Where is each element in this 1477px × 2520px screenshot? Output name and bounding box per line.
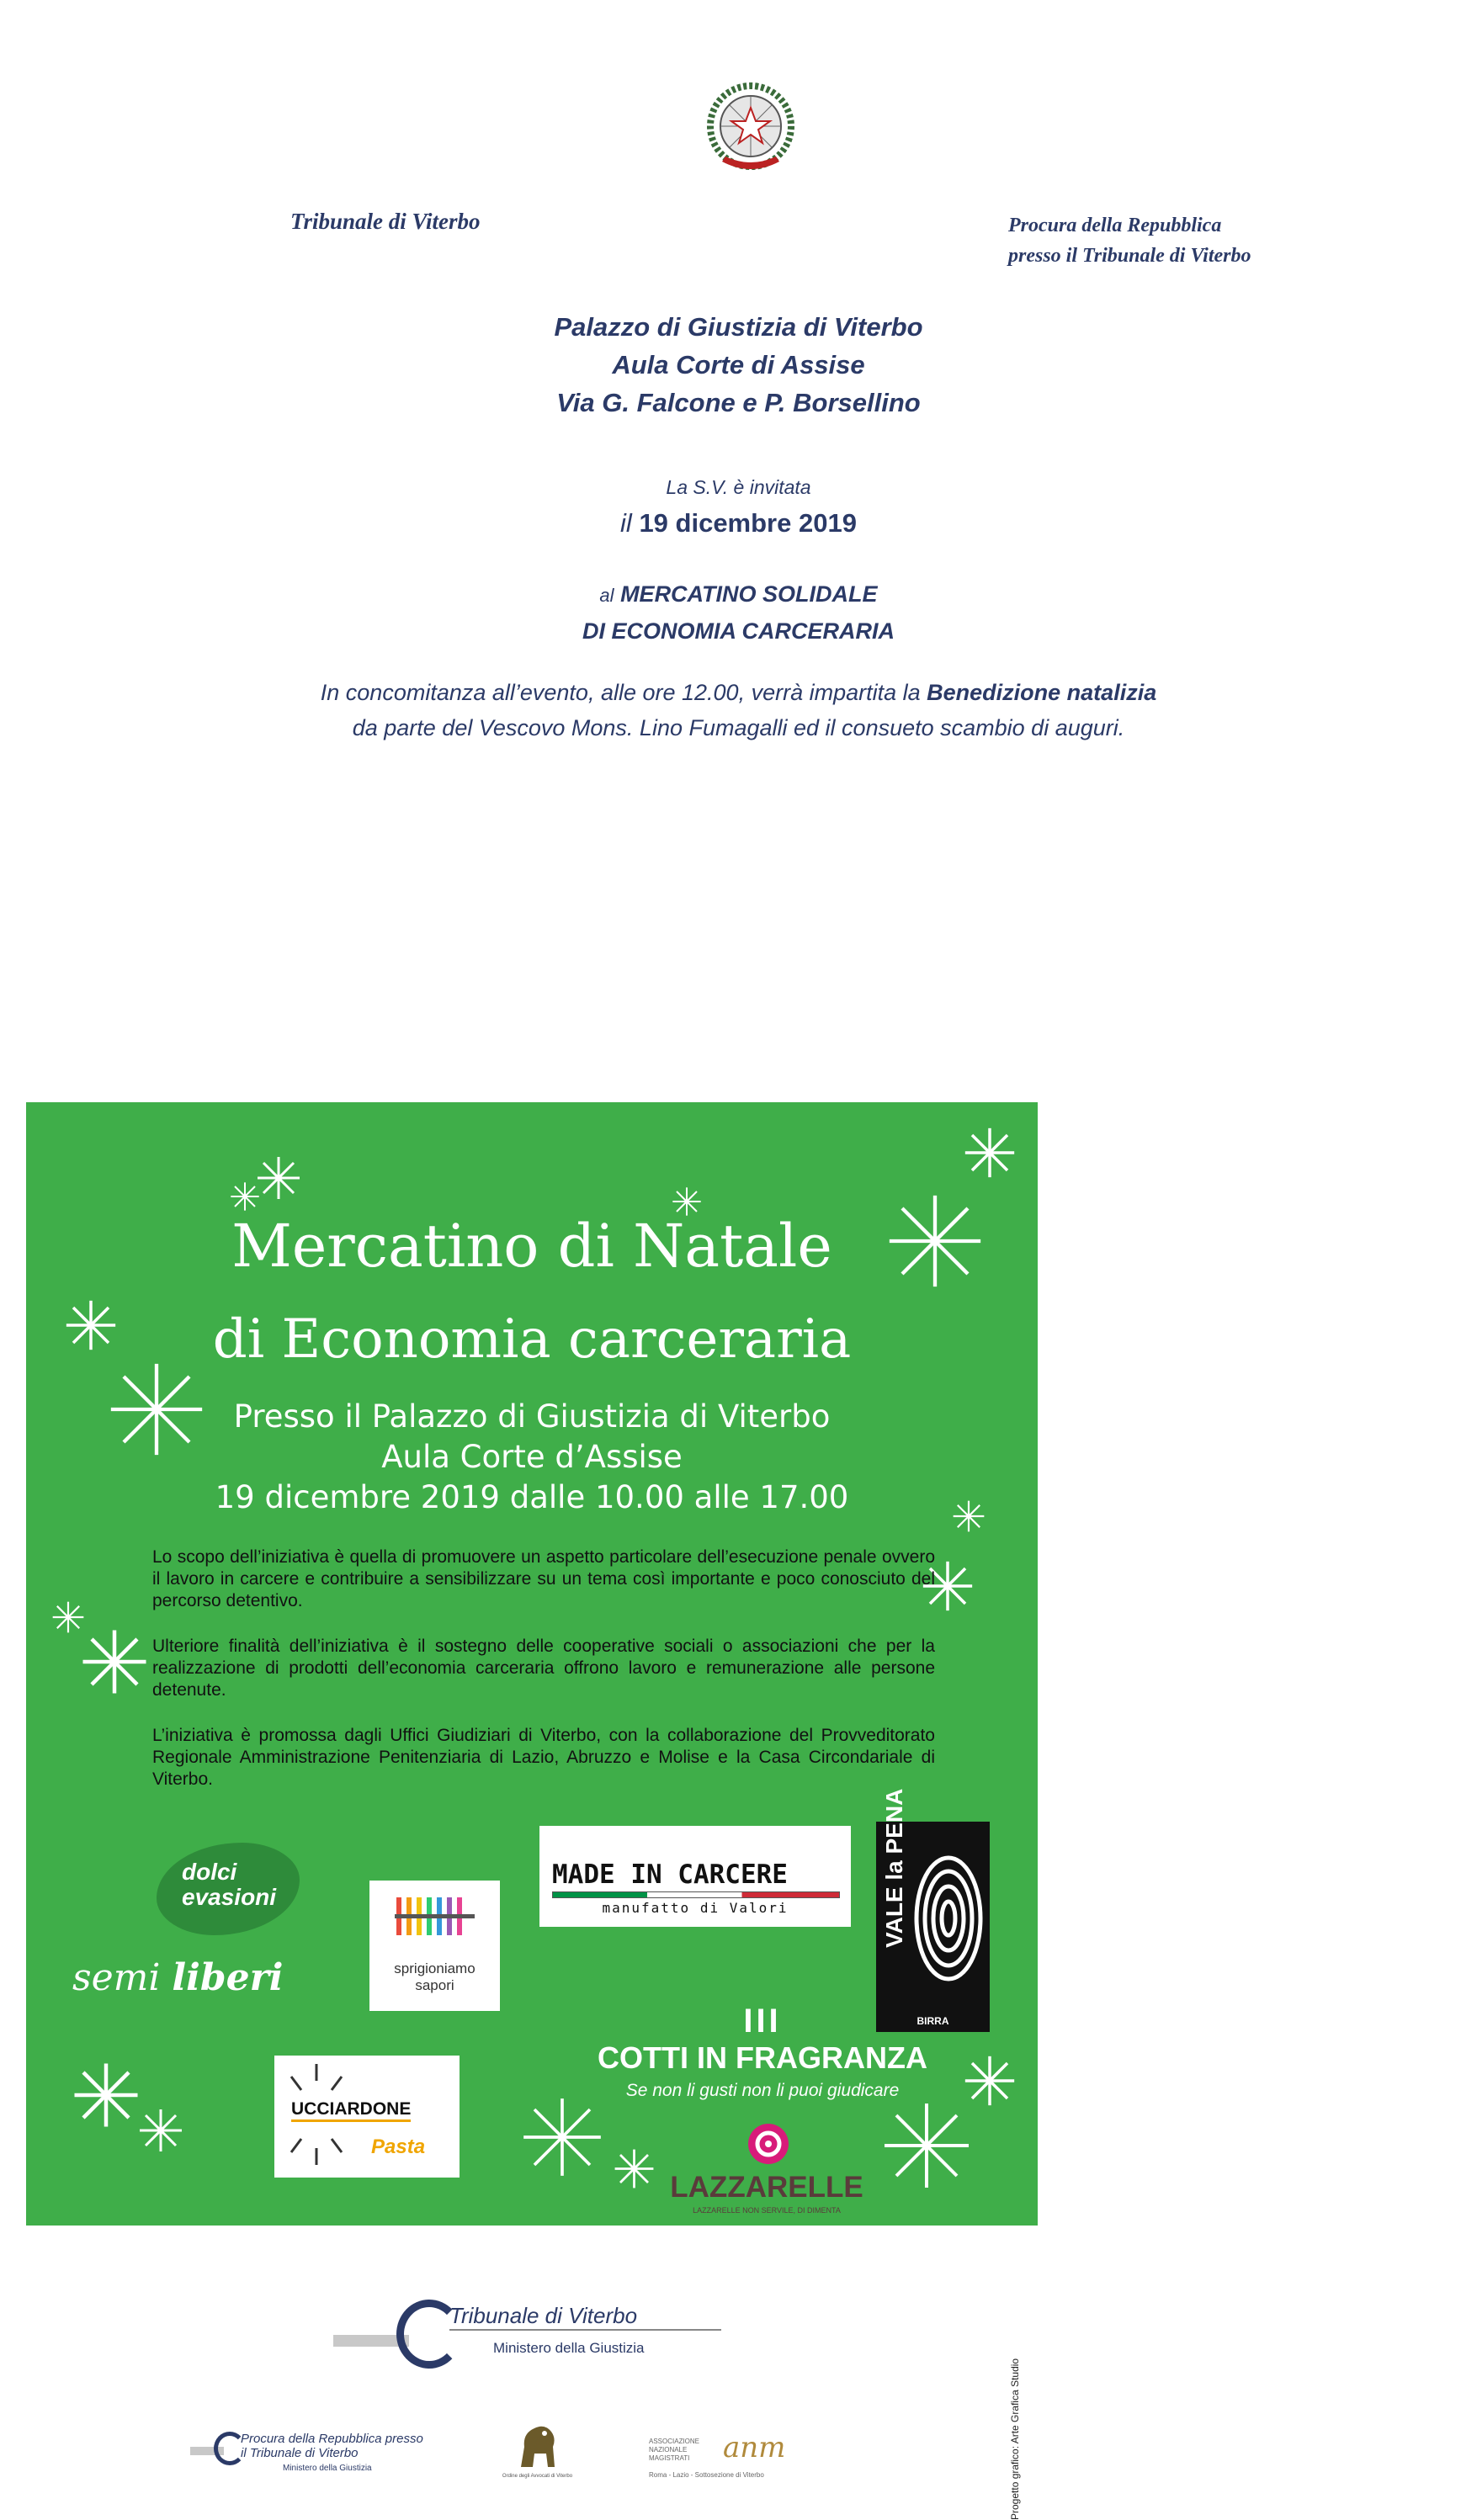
ordine-avvocati-logo	[497, 2422, 577, 2485]
sapori-word: sapori	[415, 1977, 454, 1993]
ordine-caption: Ordine degli Avvocati di Viterbo	[502, 2474, 573, 2479]
blessing-line2: da parte del Vescovo Mons. Lino Fumagalli ed il consueto scambio di auguri.	[352, 715, 1125, 740]
vale-la-pena-logo	[876, 1788, 990, 2032]
blessing-line1: In concomitanza all’evento, alle ore 12.00, verrà impartita la	[320, 680, 927, 705]
snowflake-icon	[960, 1123, 1019, 1182]
blessing-text	[0, 675, 1477, 745]
header-procura	[1008, 210, 1251, 271]
snowflake-icon	[228, 1180, 262, 1213]
poster-paragraph-2: Ulteriore finalità dell’iniziativa è il sostegno delle cooperative sociali o associazioni che per la realizzazione di prodotti dell’economia carceraria offrono lavoro e remunerazione alle persone detenute.	[152, 1637, 935, 1700]
sprigioniamo-word: sprigioniamo	[394, 1960, 476, 1976]
snowflake-icon	[516, 2091, 608, 2183]
procura-text	[241, 2432, 423, 2460]
dolci-evasioni-logo	[123, 1834, 304, 1944]
coffee-cup-icon	[746, 2120, 792, 2167]
poster-title-line1: Mercatino di Natale	[231, 1212, 832, 1281]
snowflake-icon	[611, 2146, 657, 2192]
liberi-word: liberi	[172, 1956, 284, 1999]
cotti-in-fragranza-text: COTTI IN FRAGRANZA	[598, 2040, 927, 2075]
poster-title-line2: di Economia carceraria	[212, 1308, 852, 1371]
poster-sub-line3: 19 dicembre 2019 dalle 10.00 alle 17.00	[215, 1479, 849, 1515]
event-poster	[26, 1102, 1038, 2520]
ucciardone-text: UCCIARDONE	[291, 2099, 411, 2122]
header-procura-line2: presso il Tribunale di Viterbo	[1008, 245, 1251, 267]
italian-republic-emblem	[705, 82, 796, 177]
made-in-carcere-logo	[539, 1826, 851, 1927]
poster-body	[152, 1546, 935, 1814]
header-tribunale: Tribunale di Viterbo	[290, 209, 481, 234]
cotti-tagline: Se non li gusti non li puoi giudicare	[625, 2081, 900, 2100]
snowflake-icon	[960, 2051, 1019, 2110]
procura-line1: Procura della Repubblica presso	[241, 2432, 423, 2446]
anm-line2: NAZIONALE	[649, 2446, 688, 2454]
vale-la-pena-text: VALE la PENA	[881, 1788, 907, 1948]
manufatto-text: manufatto di Valori	[602, 1900, 789, 1916]
procura-line2: il Tribunale di Viterbo	[241, 2446, 359, 2460]
venue-block	[0, 308, 1477, 422]
ministero-text: Ministero della Giustizia	[493, 2340, 645, 2356]
poster-subtitle	[26, 1397, 1038, 1518]
venue-line3: Via G. Falcone e P. Borsellino	[556, 388, 921, 417]
blessing-highlight: Benedizione natalizia	[927, 680, 1157, 705]
market-title	[0, 576, 1477, 649]
lion-icon	[516, 2422, 560, 2470]
pasta-text: Pasta	[371, 2135, 426, 2158]
procura-ministero: Ministero della Giustizia	[283, 2464, 372, 2473]
anm-subtitle: Roma - Lazio - Sottosezione di Viterbo	[649, 2471, 764, 2479]
date-prefix: il	[620, 508, 632, 538]
semi-liberi-logo	[72, 1956, 342, 2007]
market-line1: MERCATINO SOLIDALE	[620, 581, 878, 607]
poster-sub-line1: Presso il Palazzo di Giustizia di Viterbo	[233, 1398, 831, 1435]
poster-sub-line2: Aula Corte d’Assise	[381, 1439, 683, 1475]
procura-logo	[190, 2430, 460, 2480]
poster-paragraph-3: L’iniziativa è promossa dagli Uffici Giudiziari di Viterbo, con la collaborazione del Provveditorato Regionale Amministrazione Penitenziaria di Lazio, Abruzzo e Molise e la Casa Circondariale di Viterbo.	[152, 1726, 935, 1789]
event-date	[0, 508, 1477, 538]
anm-wordmark: anm	[723, 2431, 786, 2464]
design-credit: Progetto grafico: Arte Grafica Studio	[1009, 2358, 1021, 2520]
tribunale-logo	[333, 2293, 788, 2373]
sprigioniamo-text	[369, 1960, 500, 1994]
date-value: 19 dicembre 2019	[639, 508, 857, 538]
poster-paragraph-1: Lo scopo dell’iniziativa è quella di promuovere un aspetto particolare dell’esecuzione penale ovvero il lavoro in carcere e contribuire a sensibilizzare su un tema così importante e poco conosciuto del percorso detentivo.	[152, 1547, 935, 1610]
italian-flag-stripe	[552, 1891, 840, 1898]
venue-line2: Aula Corte di Assise	[612, 350, 865, 379]
snowflake-icon	[135, 2105, 186, 2156]
dolci-word: dolci	[182, 1859, 237, 1885]
snowflake-icon	[77, 1624, 152, 1700]
evasioni-word: evasioni	[182, 1884, 277, 1910]
market-line2: DI ECONOMIA CARCERARIA	[582, 618, 895, 644]
anm-text	[649, 2438, 699, 2463]
anm-line3: MAGISTRATI	[649, 2454, 690, 2462]
fingerprint-icon	[911, 1847, 986, 1990]
poster-green-area	[26, 1102, 1038, 2226]
ucciardone-logo	[274, 2056, 460, 2178]
cotti-bars: III	[743, 2003, 782, 2040]
tribunale-name: Tribunale di Viterbo	[449, 2303, 721, 2331]
semi-word: semi	[72, 1956, 161, 1999]
dolci-evasioni-text	[182, 1859, 276, 1910]
lazzarelle-text: LAZZARELLE	[670, 2171, 863, 2204]
birra-text: BIRRA	[916, 2015, 949, 2027]
market-prefix: al	[599, 585, 614, 606]
venue-line1: Palazzo di Giustizia di Viterbo	[554, 312, 923, 342]
lazzarelle-tagline: LAZZARELLE NON SERVILE, DI DIMENTA	[693, 2206, 841, 2215]
lazzarelle-logo	[666, 2120, 868, 2221]
cotti-in-fragranza-logo	[582, 2003, 943, 2104]
anm-logo	[649, 2431, 834, 2486]
invite-text: La S.V. è invitata	[666, 476, 811, 498]
made-in-carcere-text: MADE IN CARCERE	[552, 1859, 788, 1890]
header-procura-line1: Procura della Repubblica	[1008, 215, 1222, 236]
snowflake-icon	[876, 2095, 977, 2196]
snowflake-icon	[68, 2057, 144, 2133]
colored-bars-icon	[395, 1897, 475, 1935]
sprigioniamo-sapori-logo	[369, 1881, 500, 2011]
anm-line1: ASSOCIAZIONE	[649, 2438, 700, 2445]
